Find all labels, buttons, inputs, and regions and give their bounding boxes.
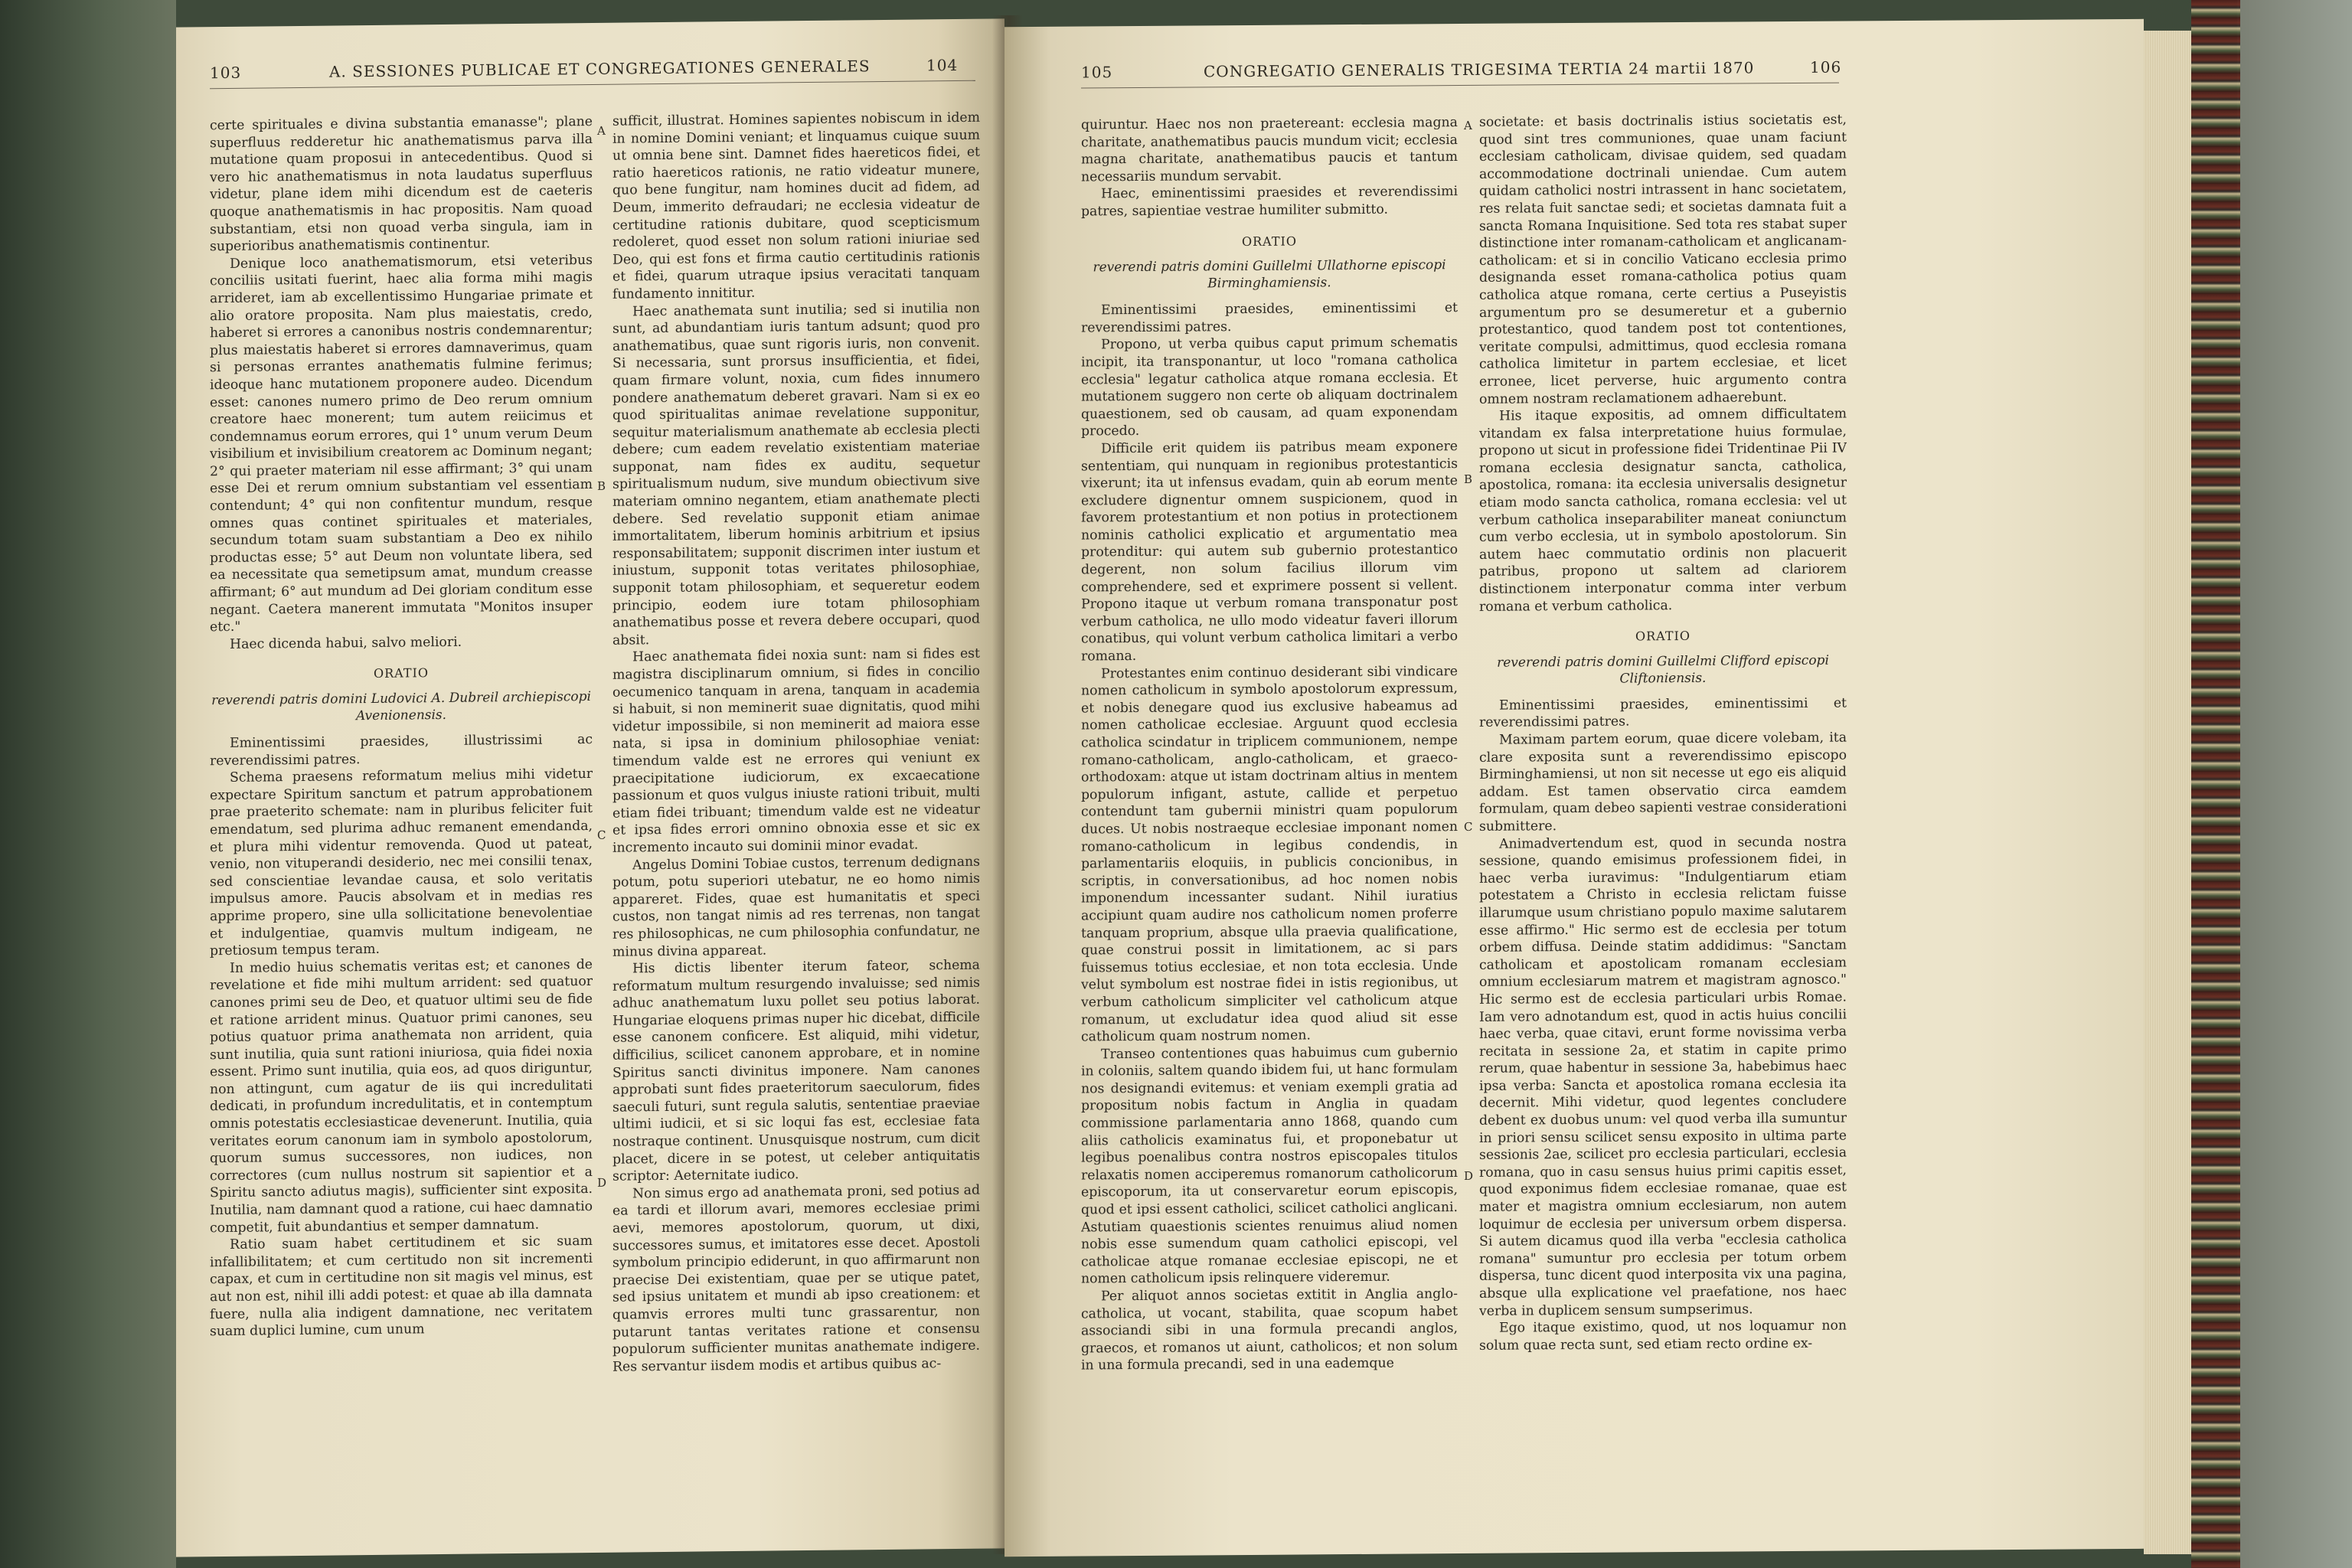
- margin-letter: A: [1464, 118, 1473, 133]
- page-edges: [2144, 31, 2191, 1554]
- paragraph: Eminentissimi praesides, eminentissimi et reverendissimi patres.: [1081, 300, 1458, 336]
- paragraph: Haec anathemata fidei noxia sunt: nam si fides est magistra disciplinarum omnium, si fides in concilio oecumenico tanquam in arena, tanquam in academia si habuit, si non meminerit suae dignitatis, quod mihi videtur impossibile, si non meminerit ad maiora esse nata, si ipsa in dominium philosophiae veniat: timendum valde est ne errores qui veniunt ex praecipitatione iudiciorum, ex excaecatione passionum et quos vulgus iniuste rationi tribuit, multi etiam fidei tribuant; timendum valde est ne videatur et ipsa fides errori omnino obnoxia esse et sic ex incremento incauto sui dominii minor evadat.: [612, 646, 980, 856]
- page-number-103: 103: [210, 63, 242, 83]
- desk-background-left: [0, 0, 176, 1568]
- paragraph: Propono, ut verba quibus caput primum schematis incipit, ita transponantur, ut loco "romana catholica ecclesia" legatur catholica atque romana ecclesia. Et mutationem suggero non certe ob aliquam doctrinalem quaestionem, sed ob causam, ad quam exponendam procedo.: [1081, 335, 1458, 439]
- paragraph: His dictis libenter iterum fateor, schema reformatum multum resurgendo invaluisse; sed nimis adhuc anathematum luxu pollet seu potius laborat. Hungariae eloquens primas nuper hic dicebat, difficile esse canonem conficere. Est aliquid, mihi videtur, difficilius, scilicet canonem approbare, et in nomine Spiritus sancti divinitus imponere. Nam canones approbati sunt fides praeteritorum saeculorum, fides saeculi futuri, sunt regula salutis, sententiae praeviae ultimi iudicii, et si sic loqui fas est, ecclesiae fata nostraque continent. Unusquisque nostrum, cum dicit placet, dicere in se potest, ut celeber antiquitatis scriptor: Aeternitate iudico.: [612, 957, 980, 1184]
- paragraph: Haec, eminentissimi praesides et reverendissimi patres, sapientiae vestrae humiliter submitto.: [1081, 184, 1458, 220]
- paragraph: In medio huius schematis veritas est; et canones de revelatione et fide mihi multum arrident: sed quatuor canones primi seu de Deo, et quatuor ultimi seu de fide et ratione arrident minus. Quatuor primi canones, seu potius quatuor prima anathemata non arrident, quia sunt inutilia, quia sunt rationi iniuriosa, quia fidei noxia essent. Primo sunt inutilia, quia eos, ad quos diriguntur, non attingunt, cum agatur de iis qui incredulitati dedicati, in profundum incredulitatis, et in contemptum omnis potestatis ecclesiasticae devenerunt. Inutilia, quia veritates eorum canonum iam in symbolo apostolorum, quorum sumus successores, non iudices, non correctores (cum nullus nostrum sit sapientior et a Spiritu sancto adiutus magis), sufficienter sint exposita. Inutilia, nam damnant quod a ratione, cui haec damnatio competit, fuit abundantius et semper damnatum.: [210, 956, 593, 1236]
- margin-letter: C: [1464, 819, 1474, 835]
- margin-letter: D: [597, 1175, 608, 1190]
- margin-letter: C: [597, 828, 607, 842]
- oratio-speaker: reverendi patris domini Ludovici A. Dubreil archiepiscopi Avenionensis.: [211, 688, 591, 724]
- paragraph: quiruntur. Haec nos non praetereant: ecclesia magna charitate, anathematibus paucis mundum vicit; ecclesia magna charitate, anathematibus paucis et tantum necessariis mundum servabit.: [1081, 115, 1458, 185]
- header-rule: [1081, 83, 1839, 89]
- oratio-heading: ORATIO: [374, 665, 429, 681]
- paragraph: societate: et basis doctrinalis istius societatis est, quod sint tres communiones, quae unam faciunt ecclesiam catholicam, divisae quidem, sed quadam accommodatione doctrinali uniendae. Cum autem quidam catholici nostri intrassent in hanc societatem, res relata fuit sanctae sedi; et societas damnata fuit a sancta Romana Inquisitione. Sed tota res stabat super distinctione inter romanam-catholicam et anglicanam-catholicam: et si in concilio Vaticano ecclesia primo designanda esset romana-catholica potius quam catholica atque romana, certe certius a Puseyistis argumentum pro se desumeretur et a gubernio protestantico, quod tandem post tot contentiones, veritate compulsi, admittimus, quod ecclesia romana catholica limitetur in partem ecclesiae, et licet erronee, licet perverse, huic argumento contra omnem nostram reclamationem adhaerebunt.: [1479, 112, 1847, 407]
- page-number-104: 104: [926, 55, 959, 75]
- oratio-heading: ORATIO: [1635, 629, 1690, 644]
- header-rule: [210, 80, 975, 89]
- paragraph: sufficit, illustrat. Homines sapientes nobiscum in idem in nomine Domini veniant; et linquamus cuique suum ut omnia bene sint. Damnet fides haereticos fidei, et ratio haereticos rationis, ne ratio videatur munere, quo bene fungitur, nam homines ducit ad fidem, ad Deum, immerito defraudari; ne ecclesia videatur de certitudine rationis dubitare, quod scepticismum redoleret, quod esset non solum rationi iniuriae sed Deo, qui est fons et firma cautio certitudinis rationis et fidei, quarum utraque ipsius veracitati tanquam fundamento innititur.: [612, 109, 980, 302]
- left-page-column-2: [612, 109, 980, 1537]
- paragraph: Protestantes enim continuo desiderant sibi vindicare nomen catholicum in symbolo apostolorum expressum, et nobis denegare quod ius exclusive habeamus ad nomen catholicae ecclesiae. Arguunt quod ecclesia catholica scindatur in triplicem communionem, nempe romano-catholicam, anglo-catholicam, et graeco-orthodoxam: atque ut istam doctrinam altius in mentem populorum infigant, astute, callide et perpetuo contendunt tam gubernii ministri quam populorum duces. Ut nobis nostraeque ecclesiae imponant nomen romano-catholicum in legibus condendis, in parlamentariis eloquiis, in publicis concionibus, in scriptis, in conversationibus, ad hoc nomen nobis imponendum incessanter sudant. Nihil iuratius accipiunt quam audire nos catholicum nomen proferre tanquam proprium, absque ulla praevia qualificatione, quae construi possit in limitationem, ac si pars fuissemus totius ecclesiae, et non tota ecclesia. Unde velut symbolum est nostrae fidei in istis regionibus, ut verbum catholicum simpliciter vel catholicum atque romanum, ut excludatur idea quod aliud sit esse catholicum quam nostrum nomen.: [1081, 663, 1458, 1045]
- paragraph: Maximam partem eorum, quae dicere volebam, ita clare exposita sunt a reverendissimo episcopo Birminghamiensi, ut non sit necesse ut ego eis aliquid addam. Est tamen observatio circa eamdem formulam, quam debeo sapienti vestrae considerationi submittere.: [1479, 730, 1847, 835]
- oratio-heading: ORATIO: [1242, 234, 1297, 249]
- oratio-speaker: reverendi patris domini Guillelmi Ullathorne episcopi Birminghamiensis.: [1093, 257, 1446, 292]
- paragraph: Eminentissimi praesides, eminentissimi et reverendissimi patres.: [1479, 695, 1847, 731]
- right-page-column-2: [1479, 112, 1847, 1538]
- paragraph: Ratio suam habet certitudinem et sic suam infallibilitatem; et cum certitudo non sit incrementi capax, et cum in certitudine non sit magis vel minus, est aut non est, nihil illi addi potest: et quae ab illa damnata fuere, nulla alia indigent damnatione, nec veritatem suam duplici lumine, cum unum: [210, 1233, 593, 1340]
- left-page: [176, 18, 1004, 1557]
- page-number-106: 106: [1810, 57, 1842, 77]
- paragraph: Difficile erit quidem iis patribus meam exponere sententiam, qui nunquam in regionibus protestanticis vixerunt; ita ut infensus evadam, quin ab eorum mente excludere dignentur omnem suspicionem, quod in favorem protestantium et non potius in protectionem nominis catholici explicatio et argumentatio mea protenditur: qui autem sub gubernio protestantico degerent, non solum facilius illorum vim comprehendere, sed et exprimere possent si vellent. Propono itaque ut verbum romana transponatur post verbum catholica, ne ullo modo videatur faveri illorum conatibus, qui volunt verbum catholica limitari a verbo romana.: [1081, 438, 1458, 665]
- paragraph: Angelus Domini Tobiae custos, terrenum dedignans potum, potu superiori utebatur, ne eo homo nimis appareret. Fides, quae est humanitatis et speci custos, non tangat nimis ad res terrenas, non tangat res philosophicas, ne cum philosophia confundatur, ne minus divina appareat.: [612, 854, 980, 960]
- paragraph: Haec anathemata sunt inutilia; sed si inutilia non sunt, ad abundantiam iuris tantum adsunt; quod pro anathematibus, quae sunt rigoris iuris, non convenit. Si necessaria, sunt prorsus insufficientia, et fidei, quam firmare volunt, noxia, cum fides innumero pondere anathematum deberet gravari. Nam si ex eo quod spiritualitas animae revelatione supponitur, sequitur materialismum anathemate ab ecclesia plecti debere; cum eadem revelatio existentiam materiae supponat, nam fides ex auditu, sequetur spiritualismum nudum, sive mundum obiectivum sive materiam omnino negantem, etiam anathemate plecti debere. Sed revelatio supponit etiam animae immortalitatem, liberum hominis arbitrium et ipsius responsabilitatem; supponit discrimen inter iustum et iniustum, supponit totas veritates philosophiae, supponit totam philosophiam, et sequeretur eodem principio, eodem iure totam philosophiam anathematibus posse et revera debere occupari, quod absit.: [612, 300, 980, 648]
- left-page-column-1: [210, 113, 593, 1541]
- running-title-left: A. SESSIONES PUBLICAE ET CONGREGATIONES GENERALES: [329, 57, 871, 81]
- margin-letter: B: [597, 479, 607, 493]
- paragraph: Transeo contentiones quas habuimus cum gubernio in coloniis, saltem quando ibidem fui, ut hanc formulam nos designandi evitemus: et veniam exempli gratia ad propositum nobis factum in Anglia in quadam commissione parlamentaria anno 1868, quando cum aliis catholicis examinatus fui, et proponebatur ut legibus poenalibus contra nostros episcopales titulos relaxatis nomen acciperemus romanorum catholicorum episcoporum, ita ut conservaretur eorum episcopis, quod et ipsi essent catholici, scilicet catholici anglicani. Astutiam quaestionis scientes renuimus aliud nomen nobis esse sumendum quam catholici episcopi, vel catholicae atque romanae ecclesiae episcopi, ne et nomen catholicum ipsis relinquere videremur.: [1081, 1044, 1458, 1287]
- right-page-column-1: [1081, 114, 1458, 1540]
- paragraph: Denique loco anathematismorum, etsi veteribus conciliis usitati fuerint, haec alia forma mihi magis arrideret, iam ab excellentissimo Hungariae primate et alio oratore proposita. Nam plus maiestatis, credo, haberet si errores a canonibus nostris condemnarentur; plus maiestatis haberet si errores damnaverimus, quam si personas errantes anathematis fulmine ferimus; ideoque hanc mutationem proponere audeo. Dicendum esset: canones numero primo de Deo rerum omnium creatore haec monerent; tum autem reiicimus et condemnamus eorum errores, qui 1° unum verum Deum visibilium et invisibilium creatorem ac Dominum negant; 2° qui praeter materiam nil esse affirmant; 3° qui unam esse Dei et rerum omnium substantiam vel essentiam contendunt; 4° qui non confitentur mundum, resque omnes quas continet spirituales et materiales, secundum totam suam substantiam a Deo ex nihilo productas esse; 5° aut Deum non voluntate libera, sed ea necessitate qua semetipsum amat, mundum creasse affirmant; 6° aut mundum ad Dei gloriam conditum esse negant. Caetera manerent immutata "Monitos insuper etc.": [210, 252, 593, 635]
- margin-letter: A: [597, 123, 606, 138]
- paragraph: Non simus ergo ad anathemata proni, sed potius ad ea tardi et illorum avari, memores ecclesiae primi aevi, memores apostolorum, quorum, ut dixi, successores sumus, et imitatores esse decet. Apostoli symbolum principio ediderunt, in quo affirmarunt non praecise Dei existentiam, quae per se utique patet, sed ipsius unitatem et mundi ab ipso creationem: et quamvis errores multi tunc grassarentur, non putarunt tantas veritates ratione et consensu populorum sufficienter munitas anathemate indigere. Res servantur iisdem modis et artibus quibus ac-: [612, 1182, 980, 1375]
- paragraph: Eminentissimi praesides, illustrissimi ac reverendissimi patres.: [210, 731, 593, 769]
- paragraph: His itaque expositis, ad omnem difficultatem vitandam ex falsa interpretatione huius formulae, propono ut sicut in professione fidei Tridentinae Pii IV romana ecclesia designatur sancta, catholica, apostolica, romana: ita ecclesia universalis designetur etiam modo sancta catholica, romana ecclesia: vel ut verbum catholica inseparabiliter maneat coniunctum cum verbo ecclesia, ut in symbolo apostolorum. Sin autem haec commutatio ordinis non placuerit patribus, propono ut saltem ad clariorem distinctionem interponatur comma inter verbum romana et verbum catholica.: [1479, 406, 1847, 615]
- margin-letter: D: [1464, 1168, 1475, 1184]
- paragraph: Ego itaque existimo, quod, ut nos loquamur non solum quae recta sunt, sed etiam recto ordine ex-: [1479, 1318, 1847, 1354]
- ribbon-bookmark: [2191, 0, 2240, 1568]
- page-number-105: 105: [1081, 63, 1113, 82]
- paragraph: Schema praesens reformatum melius mihi videtur expectare Spiritum sanctum et patrum approbationem prae praeterito schemate: nam in pluribus feliciter fuit emendatum, sed plurima adhuc remanent emendanda, et plura mihi videntur removenda. Quod ut pateat, venio, non vituperandi desiderio, nec mei consilii tenax, sed conscientiae levandae causa, et solo veritatis impulsus amore. Paucis absolvam et in medias res apprime propero, sine ulla sollicitatione benevolentiae et indulgentiae, quamvis multum indigeam, ne pretiosum tempus teram.: [210, 766, 593, 959]
- paragraph: Per aliquot annos societas extitit in Anglia anglo-catholica, ut vocant, stabilita, quae scopum habet associandi sibi in una formula precandi anglos, graecos, et romanos ut aiunt, catholicos; et non solum in una formula precandi, sed in una eademque: [1081, 1286, 1458, 1374]
- desk-background-right: [2237, 0, 2352, 1568]
- paragraph: certe spirituales e divina substantia emanasse"; plane superfluus redderetur hic anathematismus parva illa mutatione quam proposui in antecedentibus. Quod si vero hic anathematismus in nota laudatus superfluus videtur, plane idem mihi dicendum est de caeteris quoque anathematismis in hac propositis. Nam quoad substantiam, etsi non quoad verba singula, iam in superioribus anathematismis continentur.: [210, 113, 593, 255]
- right-page: [1004, 19, 2144, 1557]
- paragraph: Haec dicenda habui, salvo meliori.: [230, 634, 462, 652]
- margin-letter: B: [1464, 472, 1474, 487]
- running-title-right: CONGREGATIO GENERALIS TRIGESIMA TERTIA 24 martii 1870: [1204, 58, 1755, 81]
- paragraph: Animadvertendum est, quod in secunda nostra sessione, quando emisimus professionem fidei, in haec verba iuravimus: "Indulgentiarum etiam potestatem a Christo in ecclesia relictam fuisse illarumque usum christiano populo maxime salutarem esse affirmo." Hic sermo est de ecclesia per totum orbem diffusa. Deinde statim addidimus: "Sanctam catholicam et apostolicam romanam ecclesiam omnium ecclesiarum matrem et magistram agnosco." Hic sermo est de ecclesia particulari urbis Romae. Iam vero adnotandum est, quod in actis huius concilii haec verba, quae citavi, erunt forme novissima verba recitata in sessione 2a, et statim in capite primo rerum, quae habentur in sessione 3a, habebimus haec ipsa verba: Sancta et apostolica romana ecclesia ita decernit. Mihi videtur, quod legentes concludere debent ex duobus unum: vel quod verba illa sumuntur in priori sensu scilicet sensu exposito in ultima parte sessionis 2ae, scilicet pro ecclesia particulari, ecclesia romana, quo in casu sensus huius primi capitis esset, quod exponimus fidem ecclesiae romanae, quae est mater et magistra omnium ecclesiarum, non autem loquimur de ecclesia per universum orbem dispersa. Si autem dicamus quod illa verba "ecclesia catholica romana" sumuntur pro ecclesia per totum orbem dispersa, tunc dicent quod interposita vix una pagina, absque ulla explicatione vel praefatione, nos haec verba in duplicem sensum sumpserimus.: [1479, 834, 1847, 1319]
- oratio-speaker: reverendi patris domini Guillelmi Clifford episcopi Cliftoniensis.: [1497, 652, 1829, 687]
